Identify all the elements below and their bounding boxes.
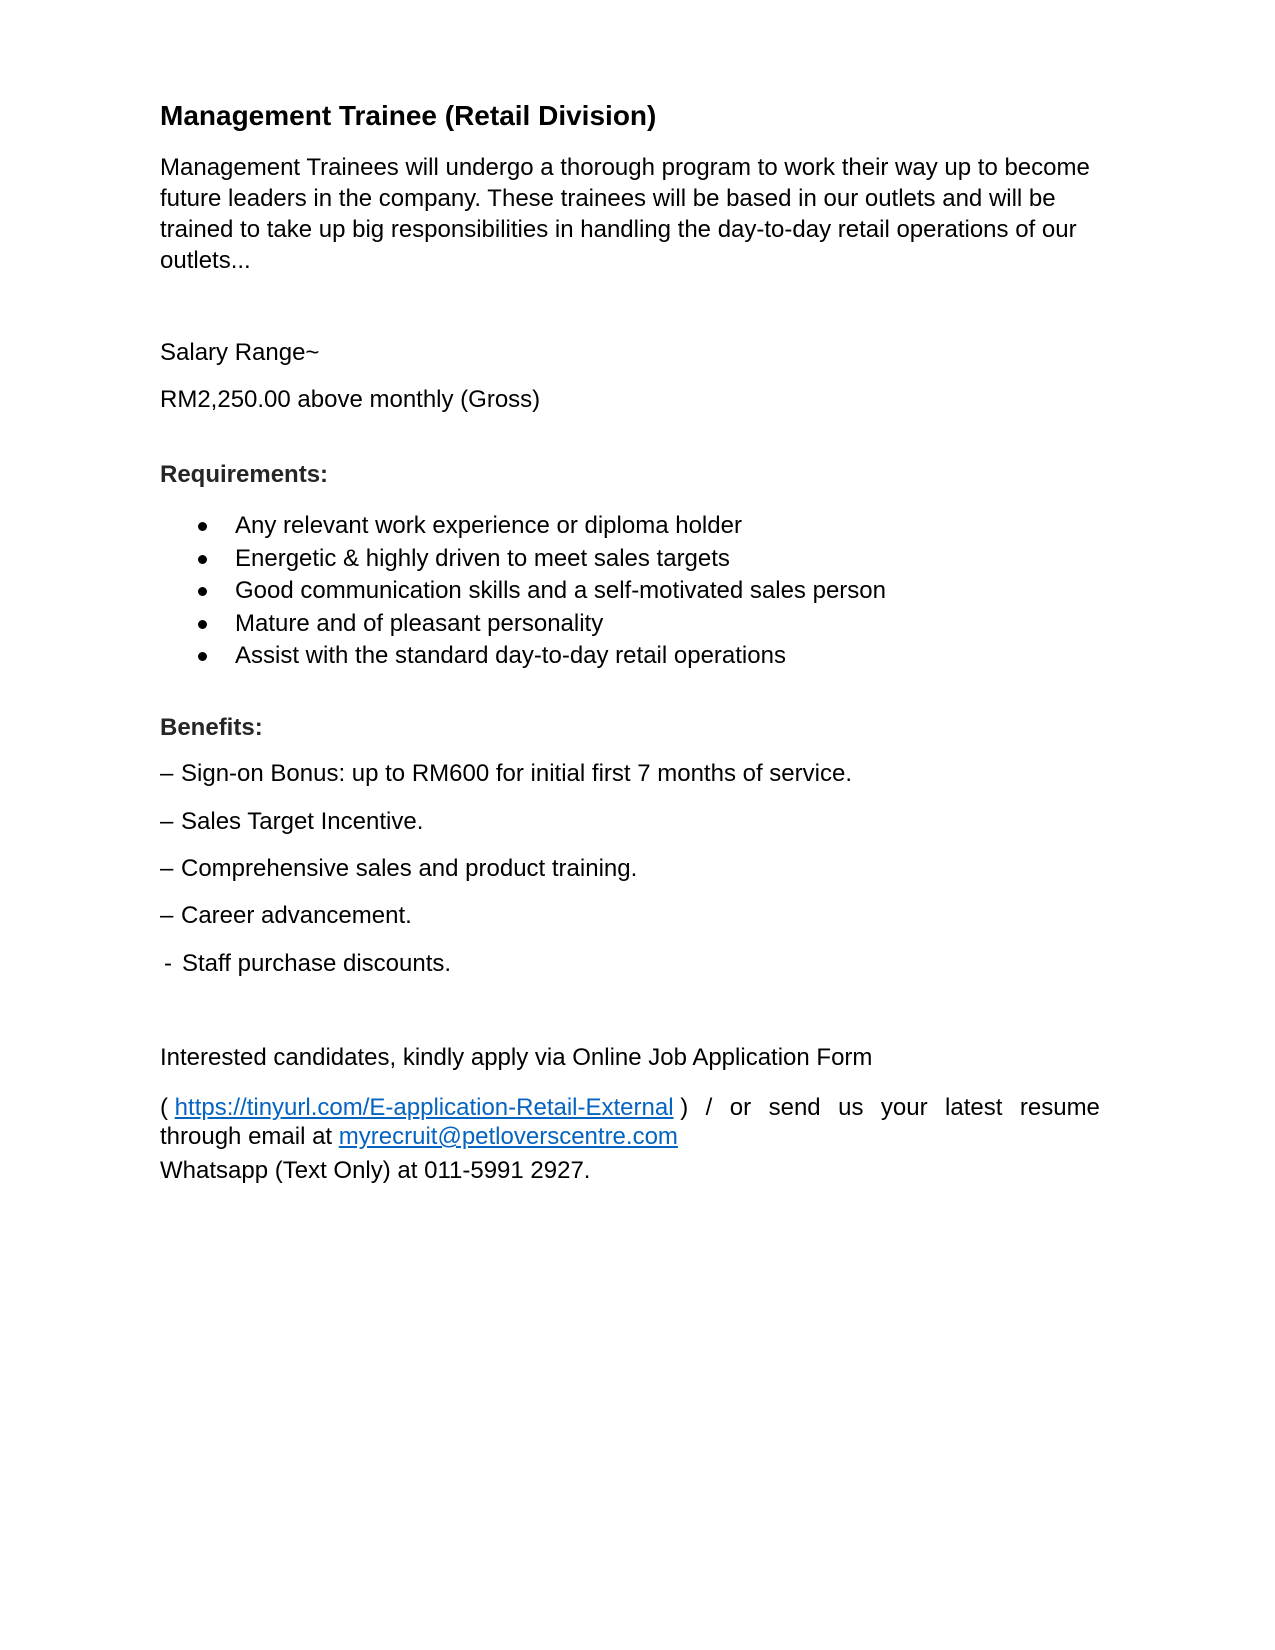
bullet-icon: [198, 555, 207, 564]
apply-intro: Interested candidates, kindly apply via Online Job Application Form: [160, 1044, 873, 1071]
dash-mark: –: [160, 760, 174, 787]
recruit-email-link[interactable]: myrecruit@petloverscentre.com: [338, 1123, 678, 1150]
requirement-text: Good communication skills and a self-motivated sales person: [235, 577, 886, 604]
bullet-icon: [198, 652, 207, 661]
requirement-text: Any relevant work experience or diploma holder: [235, 512, 742, 539]
apply-contact-block: [160, 1093, 1100, 1151]
us-text: us: [838, 1094, 864, 1121]
your-text: your: [880, 1094, 928, 1121]
requirements-heading: Requirements:: [160, 461, 329, 488]
requirements-list: [160, 510, 886, 673]
list-item: [160, 901, 412, 931]
latest-text: latest: [945, 1094, 1003, 1121]
whatsapp-contact: Whatsapp (Text Only) at 011-5991 2927.: [160, 1157, 591, 1184]
benefits-heading: Benefits:: [160, 714, 263, 741]
job-description: Management Trainees will undergo a thorough program to work their way up to become future leaders in the company. These trainees will be based in our outlets and will be trained to take up big responsibilities in handling the day-to-day retail operations of our outlets...: [160, 154, 1090, 274]
benefit-text: Comprehensive sales and product training.: [181, 855, 638, 882]
salary-label: Salary Range~: [160, 339, 320, 366]
benefit-text: Sign-on Bonus: up to RM600 for initial first 7 months of service.: [181, 760, 852, 787]
dash-mark: –: [160, 808, 174, 835]
benefit-text: Staff purchase discounts.: [182, 950, 452, 977]
link-paren-group: [160, 1093, 688, 1122]
list-item: [160, 640, 886, 673]
salary-value: RM2,250.00 above monthly (Gross): [160, 386, 541, 413]
application-form-link[interactable]: https://tinyurl.com/E-application-Retail-External: [174, 1094, 674, 1121]
list-item: [160, 807, 423, 837]
bullet-icon: [198, 522, 207, 531]
requirement-text: Mature and of pleasant personality: [235, 609, 604, 637]
send-text: send: [768, 1094, 821, 1121]
slash-text: /: [705, 1094, 713, 1121]
or-text: or: [729, 1094, 752, 1121]
dash-mark: -: [164, 950, 172, 977]
list-item: [160, 510, 886, 543]
benefit-text: Sales Target Incentive.: [181, 808, 424, 835]
resume-text: resume: [1019, 1094, 1100, 1121]
bullet-icon: [198, 587, 207, 596]
requirement-text: Assist with the standard day-to-day retail operations: [235, 642, 786, 669]
open-paren: (: [160, 1094, 168, 1121]
list-item: [160, 543, 886, 576]
list-item: [160, 854, 637, 884]
job-title: Management Trainee (Retail Division): [160, 100, 657, 131]
apply-link-line: [160, 1093, 1100, 1122]
dash-mark: –: [160, 902, 174, 929]
list-item: [160, 759, 852, 789]
close-paren: ): [680, 1094, 689, 1121]
email-line: [160, 1122, 1100, 1151]
email-prefix: through email at: [160, 1123, 333, 1150]
list-item: [160, 608, 886, 641]
list-item: [160, 575, 886, 608]
requirement-text: Energetic & highly driven to meet sales targets: [235, 544, 730, 572]
dash-mark: –: [160, 855, 174, 882]
benefit-text: Career advancement.: [181, 902, 412, 929]
list-item: [160, 949, 451, 979]
bullet-icon: [198, 620, 207, 629]
